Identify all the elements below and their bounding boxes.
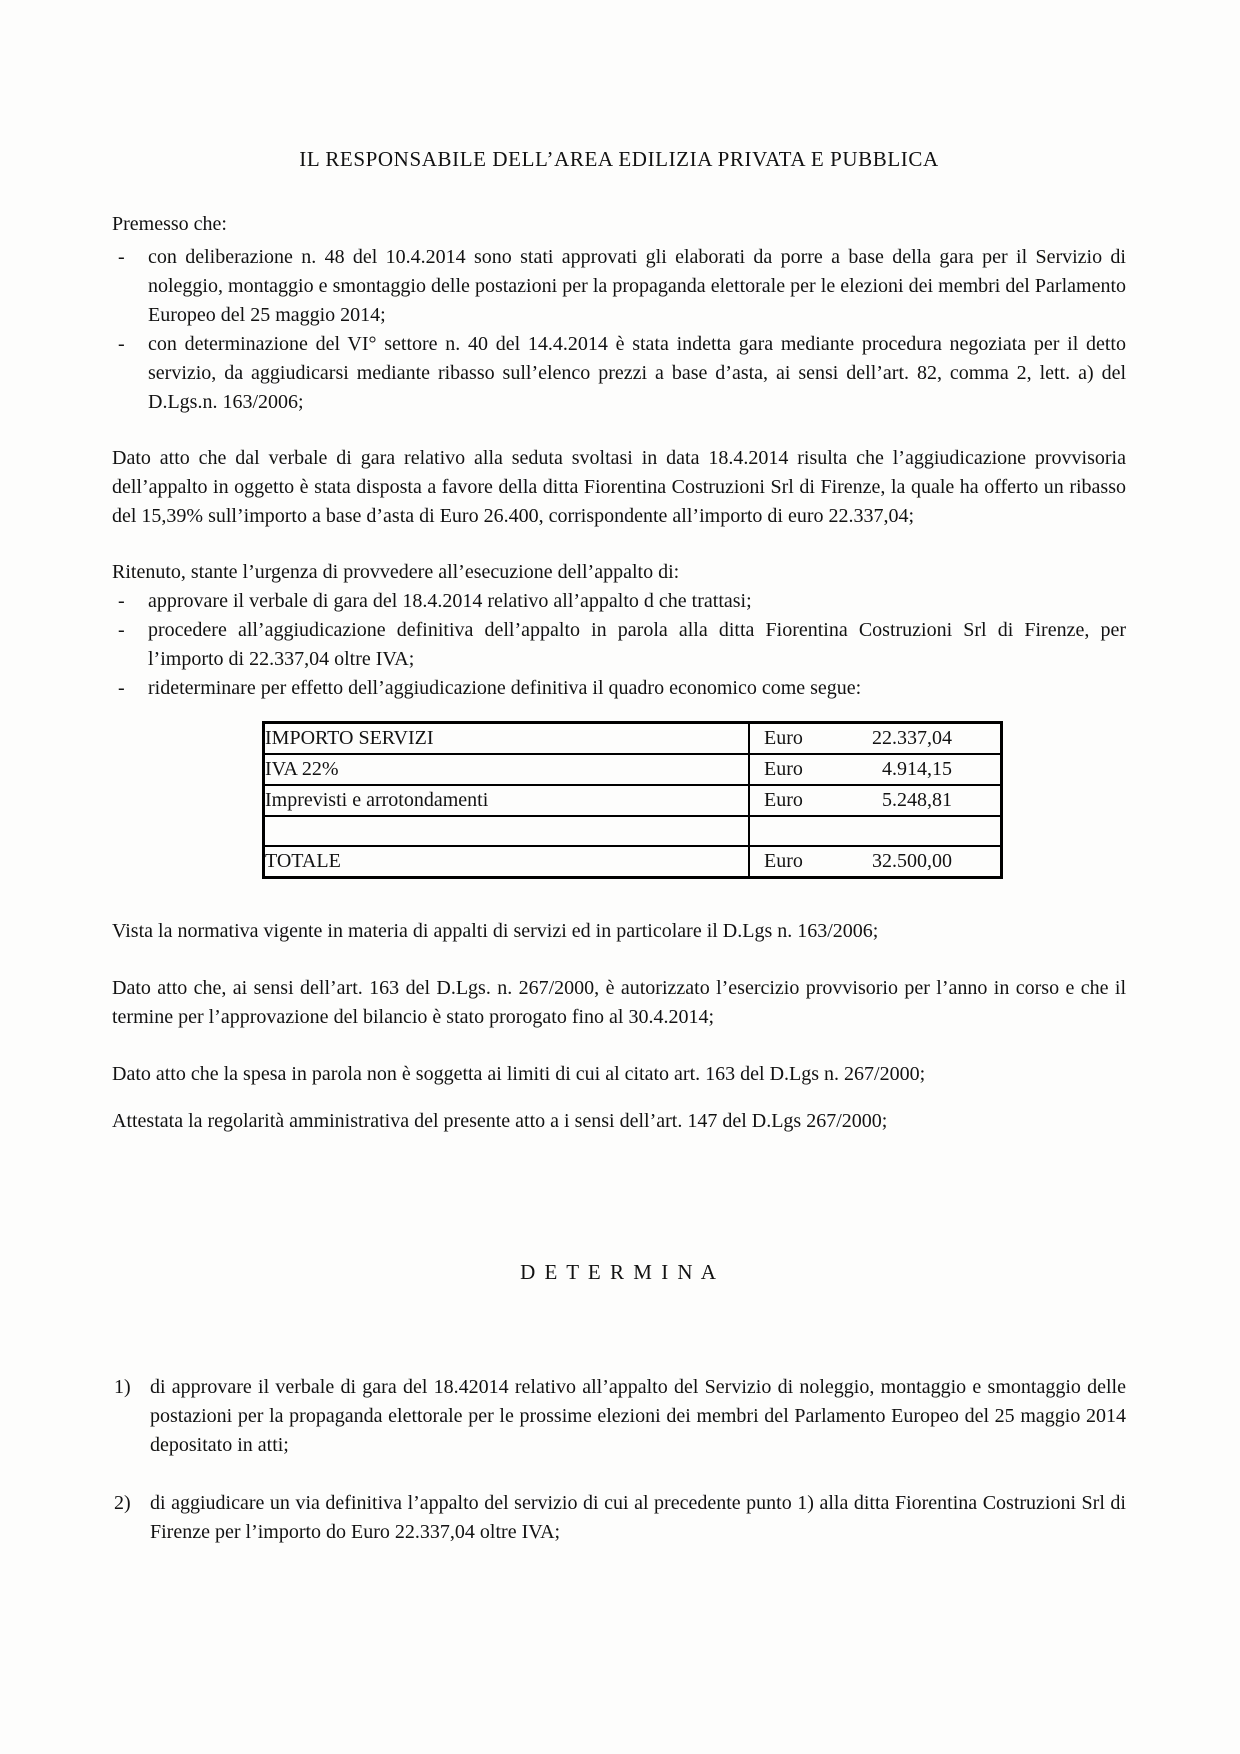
amount-value: 5.248,81 [882, 789, 952, 811]
paragraph-dato-atto-1: Dato atto che dal verbale di gara relativo alla seduta svoltasi in data 18.4.2014 risulta che l’aggiudicazione provvisoria dell’appalto in oggetto è stata disposta a favore della ditta Fiorentina Costruzioni Srl di Firenze, la quale ha offerto un ribasso del 15,39% sull’importo a base d’asta di Euro 26.400, corrispondente all’importo di euro 22.337,04; [112, 447, 1126, 527]
table-cell-label: IMPORTO SERVIZI [264, 723, 750, 755]
table-cell-label: TOTALE [264, 846, 750, 878]
amount-value: 32.500,00 [872, 850, 952, 872]
determina-item-1 [112, 1373, 1126, 1460]
economic-summary-table [262, 721, 1003, 879]
table-cell-amount [749, 846, 1002, 878]
item-number: 1) [114, 1376, 131, 1398]
determina-items [112, 1373, 1126, 1547]
determina-item-1-text: di approvare il verbale di gara del 18.42014 relativo all’appalto del Servizio di noleggio, montaggio e smontaggio delle postazioni per la propaganda elettorale per le prossime elezioni dei membri del Parlamento Europeo del 25 maggio 2014 depositato in atti; [150, 1376, 1126, 1456]
ritenuto-bullet-1 [112, 587, 1126, 616]
document-title: IL RESPONSABILE DELL’AREA EDILIZIA PRIVATA E PUBBLICA [299, 147, 939, 171]
paragraph-attestata: Attestata la regolarità amministrativa del presente atto a i sensi dell’art. 147 del D.Lgs 267/2000; [112, 1110, 888, 1132]
ritenuto-bullet-3 [112, 674, 1126, 703]
currency-label: Euro [764, 727, 803, 749]
table-row [264, 723, 1002, 755]
bullet-dash: - [118, 590, 125, 612]
bullet-dash: - [118, 619, 125, 641]
premesso-bullet-2 [112, 330, 1126, 417]
table-row [264, 754, 1002, 785]
ritenuto-bullet-2 [112, 616, 1126, 674]
item-number: 2) [114, 1492, 131, 1514]
bullet-dash: - [118, 677, 125, 699]
table-cell-amount [749, 785, 1002, 816]
bullet-dash: - [118, 246, 125, 268]
determina-item-2-text: di aggiudicare un via definitiva l’appalto del servizio di cui al precedente punto 1) alla ditta Fiorentina Costruzioni Srl di Firenze per l’importo do Euro 22.337,04 oltre IVA; [150, 1492, 1126, 1543]
currency-label: Euro [764, 850, 803, 872]
ritenuto-bullet-2-text: procedere all’aggiudicazione definitiva dell’appalto in parola alla ditta Fiorentina Costruzioni Srl di Firenze, per l’importo di 22.337,04 oltre IVA; [148, 619, 1126, 670]
determina-item-2 [112, 1489, 1126, 1547]
table-cell-label: Imprevisti e arrotondamenti [264, 785, 750, 816]
paragraph-vista: Vista la normativa vigente in materia di appalti di servizi ed in particolare il D.Lgs n. 163/2006; [112, 920, 879, 942]
bullet-dash: - [118, 333, 125, 355]
amount-value: 4.914,15 [882, 758, 952, 780]
paragraph-dato-atto-2: Dato atto che, ai sensi dell’art. 163 del D.Lgs. n. 267/2000, è autorizzato l’esercizio provvisorio per l’anno in corso e che il termine per l’approvazione del bilancio è stato prorogato fino al 30.4.2014; [112, 977, 1126, 1028]
premesso-bullet-1 [112, 243, 1126, 330]
premesso-bullet-2-text: con determinazione del VI° settore n. 40 del 14.4.2014 è stata indetta gara mediante procedura negoziata per il detto servizio, da aggiudicarsi mediante ribasso sull’elenco prezzi a base d’asta, ai sensi dell’art. 82, comma 2, lett. a) del D.Lgs.n. 163/2006; [148, 333, 1126, 413]
table-cell-label [264, 816, 750, 846]
document-content [112, 145, 1126, 1547]
ritenuto-bullet-3-text: rideterminare per effetto dell’aggiudicazione definitiva il quadro economico come segue: [148, 677, 862, 699]
paragraph-dato-atto-3: Dato atto che la spesa in parola non è soggetta ai limiti di cui al citato art. 163 del D.Lgs n. 267/2000; [112, 1063, 926, 1085]
table-cell-amount [749, 816, 1002, 846]
currency-label: Euro [764, 758, 803, 780]
table-cell-amount [749, 754, 1002, 785]
premesso-intro: Premesso che: [112, 213, 227, 235]
amount-value: 22.337,04 [872, 727, 952, 749]
premesso-bullet-1-text: con deliberazione n. 48 del 10.4.2014 sono stati approvati gli elaborati da porre a base della gara per il Servizio di noleggio, montaggio e smontaggio delle postazioni per la propaganda elettorale per le elezioni dei membri del Parlamento Europeo del 25 maggio 2014; [148, 246, 1126, 326]
table-row-empty [264, 816, 1002, 846]
determina-heading: D E T E R M I N A [520, 1260, 718, 1284]
ritenuto-bullet-1-text: approvare il verbale di gara del 18.4.2014 relativo all’appalto d che trattasi; [148, 590, 752, 612]
table-row [264, 785, 1002, 816]
table-cell-label: IVA 22% [264, 754, 750, 785]
ritenuto-intro: Ritenuto, stante l’urgenza di provvedere all’esecuzione dell’appalto di: [112, 561, 680, 583]
table-cell-amount [749, 723, 1002, 755]
table-row-total [264, 846, 1002, 878]
currency-label: Euro [764, 789, 803, 811]
